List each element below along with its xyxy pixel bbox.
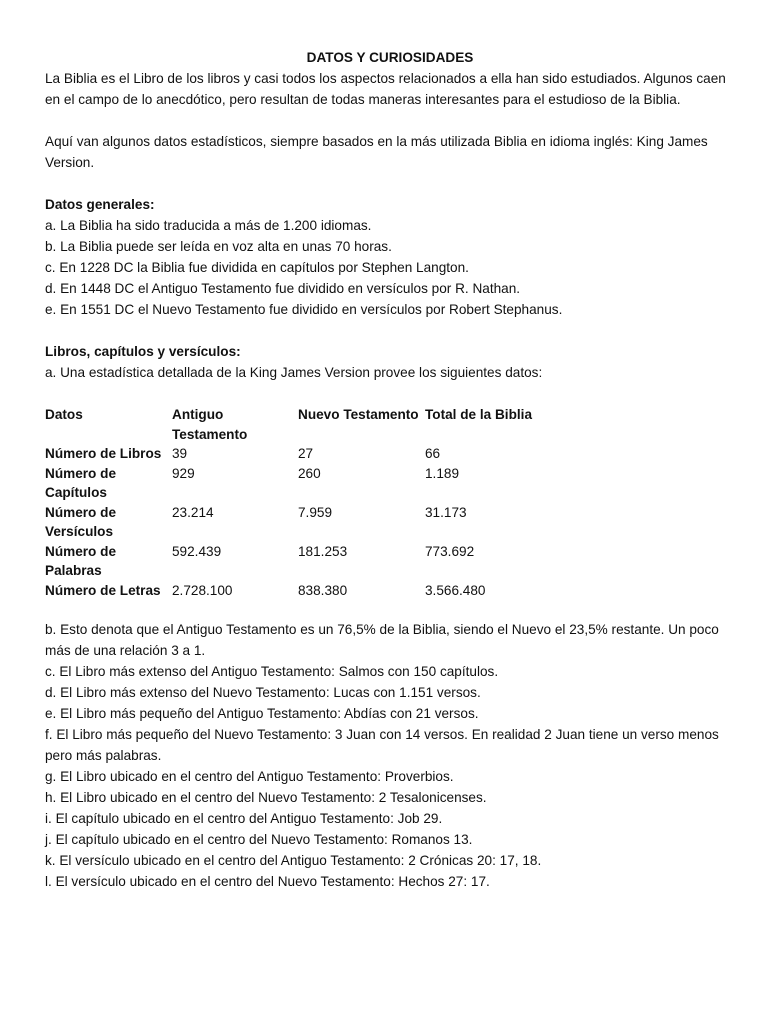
table-cell: 7.959 bbox=[298, 504, 333, 520]
stats-table-wrapper bbox=[45, 405, 735, 600]
list-item: c. El Libro más extenso del Antiguo Testamento: Salmos con 150 capítulos. bbox=[45, 664, 499, 679]
list-item: d. En 1448 DC el Antiguo Testamento fue dividido en versículos por R. Nathan. bbox=[45, 281, 521, 296]
row-label: Número de Versículos bbox=[45, 504, 117, 539]
list-item: a. La Biblia ha sido traducida a más de 1.200 idiomas. bbox=[45, 218, 372, 233]
intro-paragraph-1: La Biblia es el Libro de los libros y casi todos los aspectos relacionados a ella han sido estudiados. Algunos caen en el campo de lo anecdótico, pero resultan de todas maneras interesantes para el estudioso de la Biblia. bbox=[45, 71, 726, 107]
table-cell: 23.214 bbox=[172, 504, 214, 520]
table-cell: 27 bbox=[298, 446, 314, 461]
list-item: b. Esto denota que el Antiguo Testamento es un 76,5% de la Biblia, siendo el Nuevo el 23,5% restante. Un poco más de una relación 3 a 1. bbox=[45, 622, 719, 658]
list-item: j. El capítulo ubicado en el centro del Nuevo Testamento: Romanos 13. bbox=[45, 832, 473, 847]
table-row bbox=[45, 464, 545, 503]
list-item: e. En 1551 DC el Nuevo Testamento fue dividido en versículos por Robert Stephanus. bbox=[45, 302, 563, 317]
books-heading: Libros, capítulos y versículos: bbox=[45, 344, 241, 359]
table-cell: 592.439 bbox=[172, 543, 222, 559]
spacer bbox=[45, 320, 735, 341]
row-label: Número de Capítulos bbox=[45, 465, 117, 500]
spacer bbox=[45, 110, 735, 131]
table-cell: 773.692 bbox=[425, 543, 475, 559]
list-item: c. En 1228 DC la Biblia fue dividida en capítulos por Stephen Langton. bbox=[45, 260, 469, 275]
table-cell: 260 bbox=[298, 465, 321, 481]
table-cell: 1.189 bbox=[425, 465, 460, 481]
table-cell: 31.173 bbox=[425, 504, 467, 520]
document-page bbox=[45, 47, 735, 892]
document-title: DATOS Y CURIOSIDADES bbox=[306, 50, 474, 65]
table-cell: 838.380 bbox=[298, 582, 348, 598]
table-header-cell: Total de la Biblia bbox=[425, 407, 533, 422]
list-item: i. El capítulo ubicado en el centro del Antiguo Testamento: Job 29. bbox=[45, 811, 443, 826]
row-label: Número de Palabras bbox=[45, 543, 117, 578]
books-list bbox=[45, 619, 735, 892]
table-row bbox=[45, 503, 545, 542]
list-item: l. El versículo ubicado en el centro del Nuevo Testamento: Hechos 27: 17. bbox=[45, 874, 490, 889]
spacer bbox=[45, 383, 735, 404]
row-label: Número de Letras bbox=[45, 582, 161, 598]
list-item: g. El Libro ubicado en el centro del Antiguo Testamento: Proverbios. bbox=[45, 769, 454, 784]
list-item: b. La Biblia puede ser leída en voz alta en unas 70 horas. bbox=[45, 239, 392, 254]
list-item: d. El Libro más extenso del Nuevo Testamento: Lucas con 1.151 versos. bbox=[45, 685, 481, 700]
table-row bbox=[45, 542, 545, 581]
list-item: f. El Libro más pequeño del Nuevo Testamento: 3 Juan con 14 versos. En realidad 2 Juan tiene un verso menos pero más palabras. bbox=[45, 727, 719, 763]
list-item: e. El Libro más pequeño del Antiguo Testamento: Abdías con 21 versos. bbox=[45, 706, 479, 721]
table-cell: 181.253 bbox=[298, 543, 348, 559]
books-lead: a. Una estadística detallada de la King James Version provee los siguientes datos: bbox=[45, 365, 543, 380]
table-header-row bbox=[45, 405, 545, 444]
table-row bbox=[45, 444, 545, 464]
list-item: k. El versículo ubicado en el centro del Antiguo Testamento: 2 Crónicas 20: 17, 18. bbox=[45, 853, 542, 868]
row-label: Número de Libros bbox=[45, 446, 162, 461]
table-cell: 929 bbox=[172, 465, 195, 481]
table-cell: 66 bbox=[425, 446, 441, 461]
general-list bbox=[45, 215, 735, 320]
table-header-cell: Antiguo Testamento bbox=[172, 407, 248, 442]
intro-paragraph-2: Aquí van algunos datos estadísticos, siempre basados en la más utilizada Biblia en idioma inglés: King James Version. bbox=[45, 134, 708, 170]
table-header-cell: Datos bbox=[45, 407, 83, 422]
table-row bbox=[45, 581, 545, 601]
general-heading: Datos generales: bbox=[45, 197, 155, 212]
table-cell: 39 bbox=[172, 446, 188, 461]
table-header-cell: Nuevo Testamento bbox=[298, 407, 419, 422]
list-item: h. El Libro ubicado en el centro del Nuevo Testamento: 2 Tesalonicenses. bbox=[45, 790, 487, 805]
table-cell: 3.566.480 bbox=[425, 582, 486, 598]
stats-table bbox=[45, 405, 545, 600]
spacer bbox=[45, 173, 735, 194]
table-cell: 2.728.100 bbox=[172, 582, 233, 598]
